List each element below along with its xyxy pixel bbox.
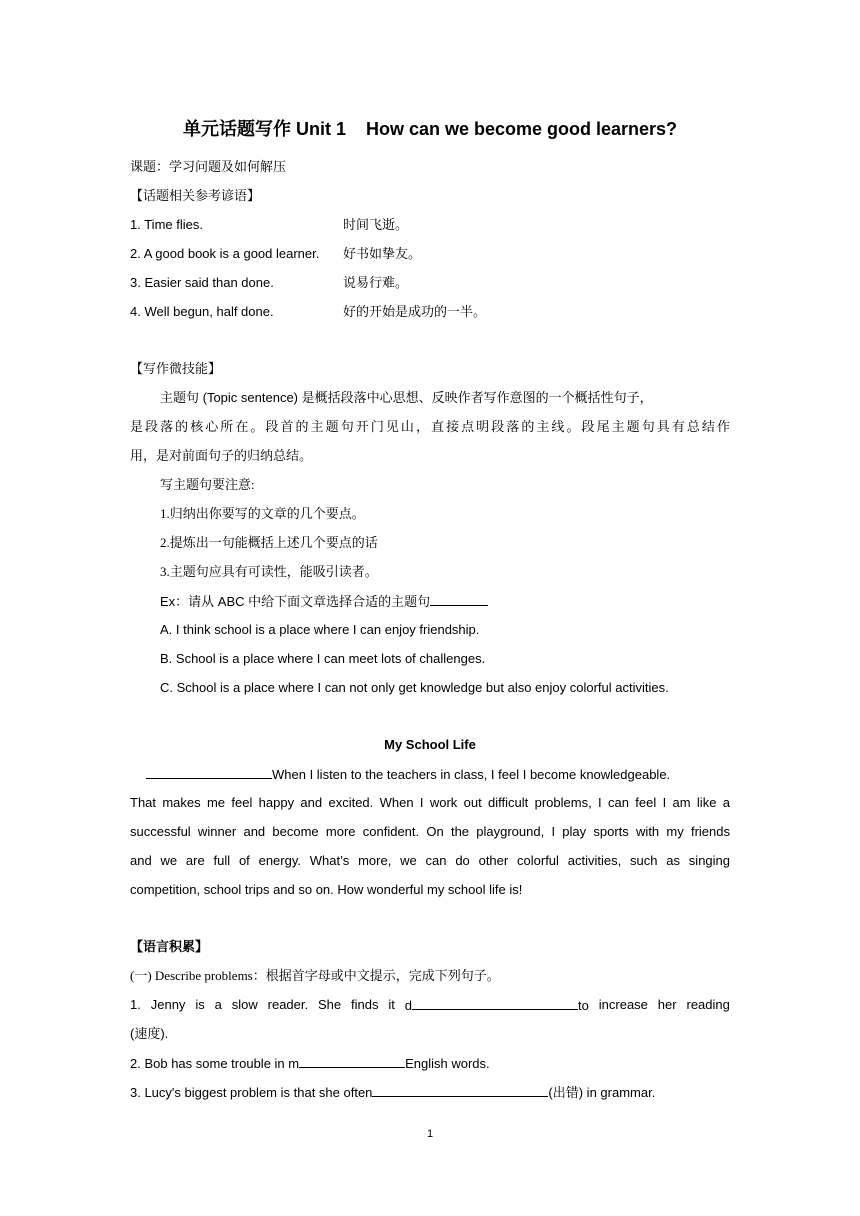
question-3-line: [130, 1083, 655, 1102]
question-2-line: [130, 1054, 490, 1073]
exercise-prompt-line: [160, 592, 488, 611]
q2-answer-blank[interactable]: [299, 1054, 405, 1068]
question-1-line: [130, 996, 730, 1015]
topic-sentence-blank[interactable]: [146, 765, 272, 779]
q1-word: reader.: [267, 997, 309, 1012]
q1-word: a: [214, 997, 222, 1012]
note-2: 2.提炼出一句能概括上述几个要点的话: [160, 535, 378, 550]
topic-sentence-term-en: (Topic sentence): [199, 390, 302, 405]
q2-text-before: 2. Bob has some trouble in m: [130, 1056, 300, 1071]
passage-line-4: and we are full of energy. What’s more, we can do other colorful activities, such as singing: [130, 853, 730, 868]
topic-sentence-term-zh: 主题句: [160, 390, 200, 405]
proverb-4-en: 4. Well begun, half done.: [130, 304, 274, 319]
topic-line: 课题：学习问题及如何解压: [130, 159, 287, 174]
passage-line-1-text: When I listen to the teachers in class, I feel I become knowledgeable.: [272, 767, 671, 782]
q1-word: Jenny: [150, 997, 186, 1012]
q1-word: is: [195, 997, 205, 1012]
proverb-2-en: 2. A good book is a good learner.: [130, 246, 320, 261]
skills-heading: 【写作微技能】: [130, 361, 222, 376]
proverb-2-zh: 好书如挚友。: [343, 246, 422, 261]
proverb-3-zh: 说易行难。: [343, 275, 409, 290]
q1-word: to: [578, 998, 589, 1013]
q1-blank-group: [405, 996, 589, 1015]
page-title: 单元话题写作 Unit 1 How can we become good learners?: [182, 119, 678, 139]
q1-word: reading: [686, 997, 730, 1012]
proverb-3-en: 3. Easier said than done.: [130, 275, 274, 290]
passage-line-1: [146, 765, 670, 784]
skills-paragraph-line-2: 是段落的核心所在。段首的主题句开门见山，直接点明段落的主线。段尾主题句具有总结作: [130, 419, 730, 434]
skills-paragraph-line-1: [160, 389, 653, 407]
skills-paragraph-line-3: 用，是对前面句子的归纳总结。: [130, 448, 313, 463]
option-a: A. I think school is a place where I can enjoy friendship.: [160, 622, 480, 637]
topic-sentence-definition: 是概括段落中心思想、反映作者写作意图的一个概括性句子，: [301, 390, 653, 405]
language-heading: 【语言积累】: [130, 939, 209, 954]
question-1-continuation: (速度).: [130, 1026, 169, 1041]
q1-word: increase: [598, 997, 648, 1012]
proverbs-heading: 【话题相关参考谚语】: [130, 188, 261, 203]
exercise-answer-blank[interactable]: [430, 592, 488, 606]
q1-word: slow: [231, 997, 258, 1012]
q1-answer-blank[interactable]: [412, 996, 578, 1010]
q1-word: her: [657, 997, 677, 1012]
q2-text-after: English words.: [405, 1056, 490, 1071]
exercise-prompt: Ex：请从 ABC 中给下面文章选择合适的主题句: [160, 594, 431, 609]
q1-word: She: [318, 997, 342, 1012]
note-3: 3.主题句应具有可读性，能吸引读者。: [160, 564, 378, 579]
q3-answer-blank[interactable]: [372, 1083, 548, 1097]
q1-word: finds: [351, 997, 379, 1012]
option-b: B. School is a place where I can meet lots of challenges.: [160, 651, 486, 666]
q1-hint-letter: d: [404, 998, 413, 1013]
q1-word: it: [388, 997, 395, 1012]
option-c: C. School is a place where I can not only get knowledge but also enjoy colorful activities.: [160, 680, 669, 695]
proverb-4-zh: 好的开始是成功的一半。: [343, 304, 487, 319]
page-number: 1: [426, 1128, 434, 1140]
proverb-1-zh: 时间飞逝。: [343, 217, 409, 232]
note-1: 1.归纳出你要写的文章的几个要点。: [160, 506, 365, 521]
passage-line-5: competition, school trips and so on. How wonderful my school life is!: [130, 882, 523, 897]
proverb-1-en: 1. Time flies.: [130, 217, 203, 232]
section-1-label: (一) Describe problems：根据首字母或中文提示，完成下列句子。: [130, 968, 500, 983]
q3-text-after: (出错) in grammar.: [548, 1085, 656, 1100]
notes-heading: 写主题句要注意:: [160, 477, 255, 492]
q1-word: 1.: [130, 997, 141, 1012]
passage-line-3: successful winner and become more confident. On the playground, I play sports with my friends: [130, 824, 730, 839]
passage-title: My School Life: [384, 737, 476, 752]
passage-line-2: That makes me feel happy and excited. When I work out difficult problems, I can feel I am like a: [130, 795, 730, 810]
q3-text-before: 3. Lucy's biggest problem is that she often: [130, 1085, 373, 1100]
